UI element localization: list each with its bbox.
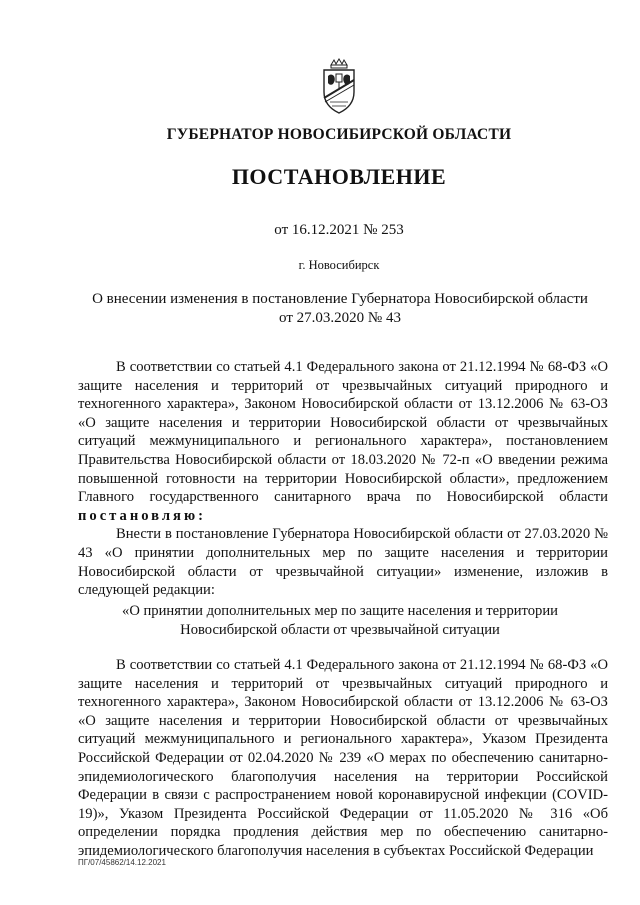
preamble-paragraph [78,358,608,525]
document-subject [80,290,600,328]
amended-title [80,602,600,640]
coat-of-arms-icon [316,58,362,116]
decree-colon: : [198,507,206,524]
document-city: г. Новосибирск [298,258,380,272]
document-type-title: ПОСТАНОВЛЕНИЕ [231,164,447,189]
amendment-paragraph: Внести в постановление Губернатора Новосибирской области от 27.03.2020 № 43 «О принятии дополнительных мер по защите населения и территории Новосибирской области от чрезвычайной ситуации» изменение, изложив в следующей редакции: [78,526,608,599]
amended-text-section [78,656,608,861]
decree-word: постановляю [78,507,199,524]
amended-title-line-2: Новосибирской области от чрезвычайной ситуации [180,622,500,638]
amended-paragraph: В соответствии со статьей 4.1 Федерального закона от 21.12.1994 № 68-ФЗ «О защите населения и территорий от чрезвычайных ситуаций природного и техногенного характера», Законом Новосибирской области от 13.12.2006 № 63-ОЗ «О защите населения и территории Новосибирской области от чрезвычайных ситуаций межмуниципального и регионального характера», Указом Президента Российской Федерации от 02.04.2020 № 239 «О мерах по обеспечению санитарно-эпидемиологического благополучия населения на территории Российской Федерации в связи с распространением новой коронавирусной инфекции (COVID-19)», Указом Президента Российской Федерации от 11.05.2020 № 316 «Об определении порядка продления действия мер по обеспечению санитарно-эпидемиологического благополучия населения в субъектах Российской Федерации [78,657,608,859]
document-date-number: от 16.12.2021 № 253 [274,222,404,238]
amended-title-line-1: «О принятии дополнительных мер по защите населения и территории [122,603,558,619]
preamble-section [78,358,608,600]
footer-document-code: ПГ/07/45862/14.12.2021 [78,858,166,867]
issuer-title: ГУБЕРНАТОР НОВОСИБИРСКОЙ ОБЛАСТИ [166,126,512,143]
preamble-text: В соответствии со статьей 4.1 Федерального закона от 21.12.1994 № 68-ФЗ «О защите населения и территорий от чрезвычайных ситуаций природного и техногенного характера», Законом Новосибирской области от 13.12.2006 № 63-ОЗ «О защите населения и территории Новосибирской области от чрезвычайных ситуаций межмуниципального и регионального характера», постановлением Правительства Новосибирской области от 18.03.2020 № 72-п «О введении режима повышенной готовности на территории Новосибирской области», предложением Главного государственного санитарного врача по Новосибирской области [78,359,608,506]
subject-line-2: от 27.03.2020 № 43 [279,310,401,326]
subject-line-1: О внесении изменения в постановление Губернатора Новосибирской области [92,291,588,307]
